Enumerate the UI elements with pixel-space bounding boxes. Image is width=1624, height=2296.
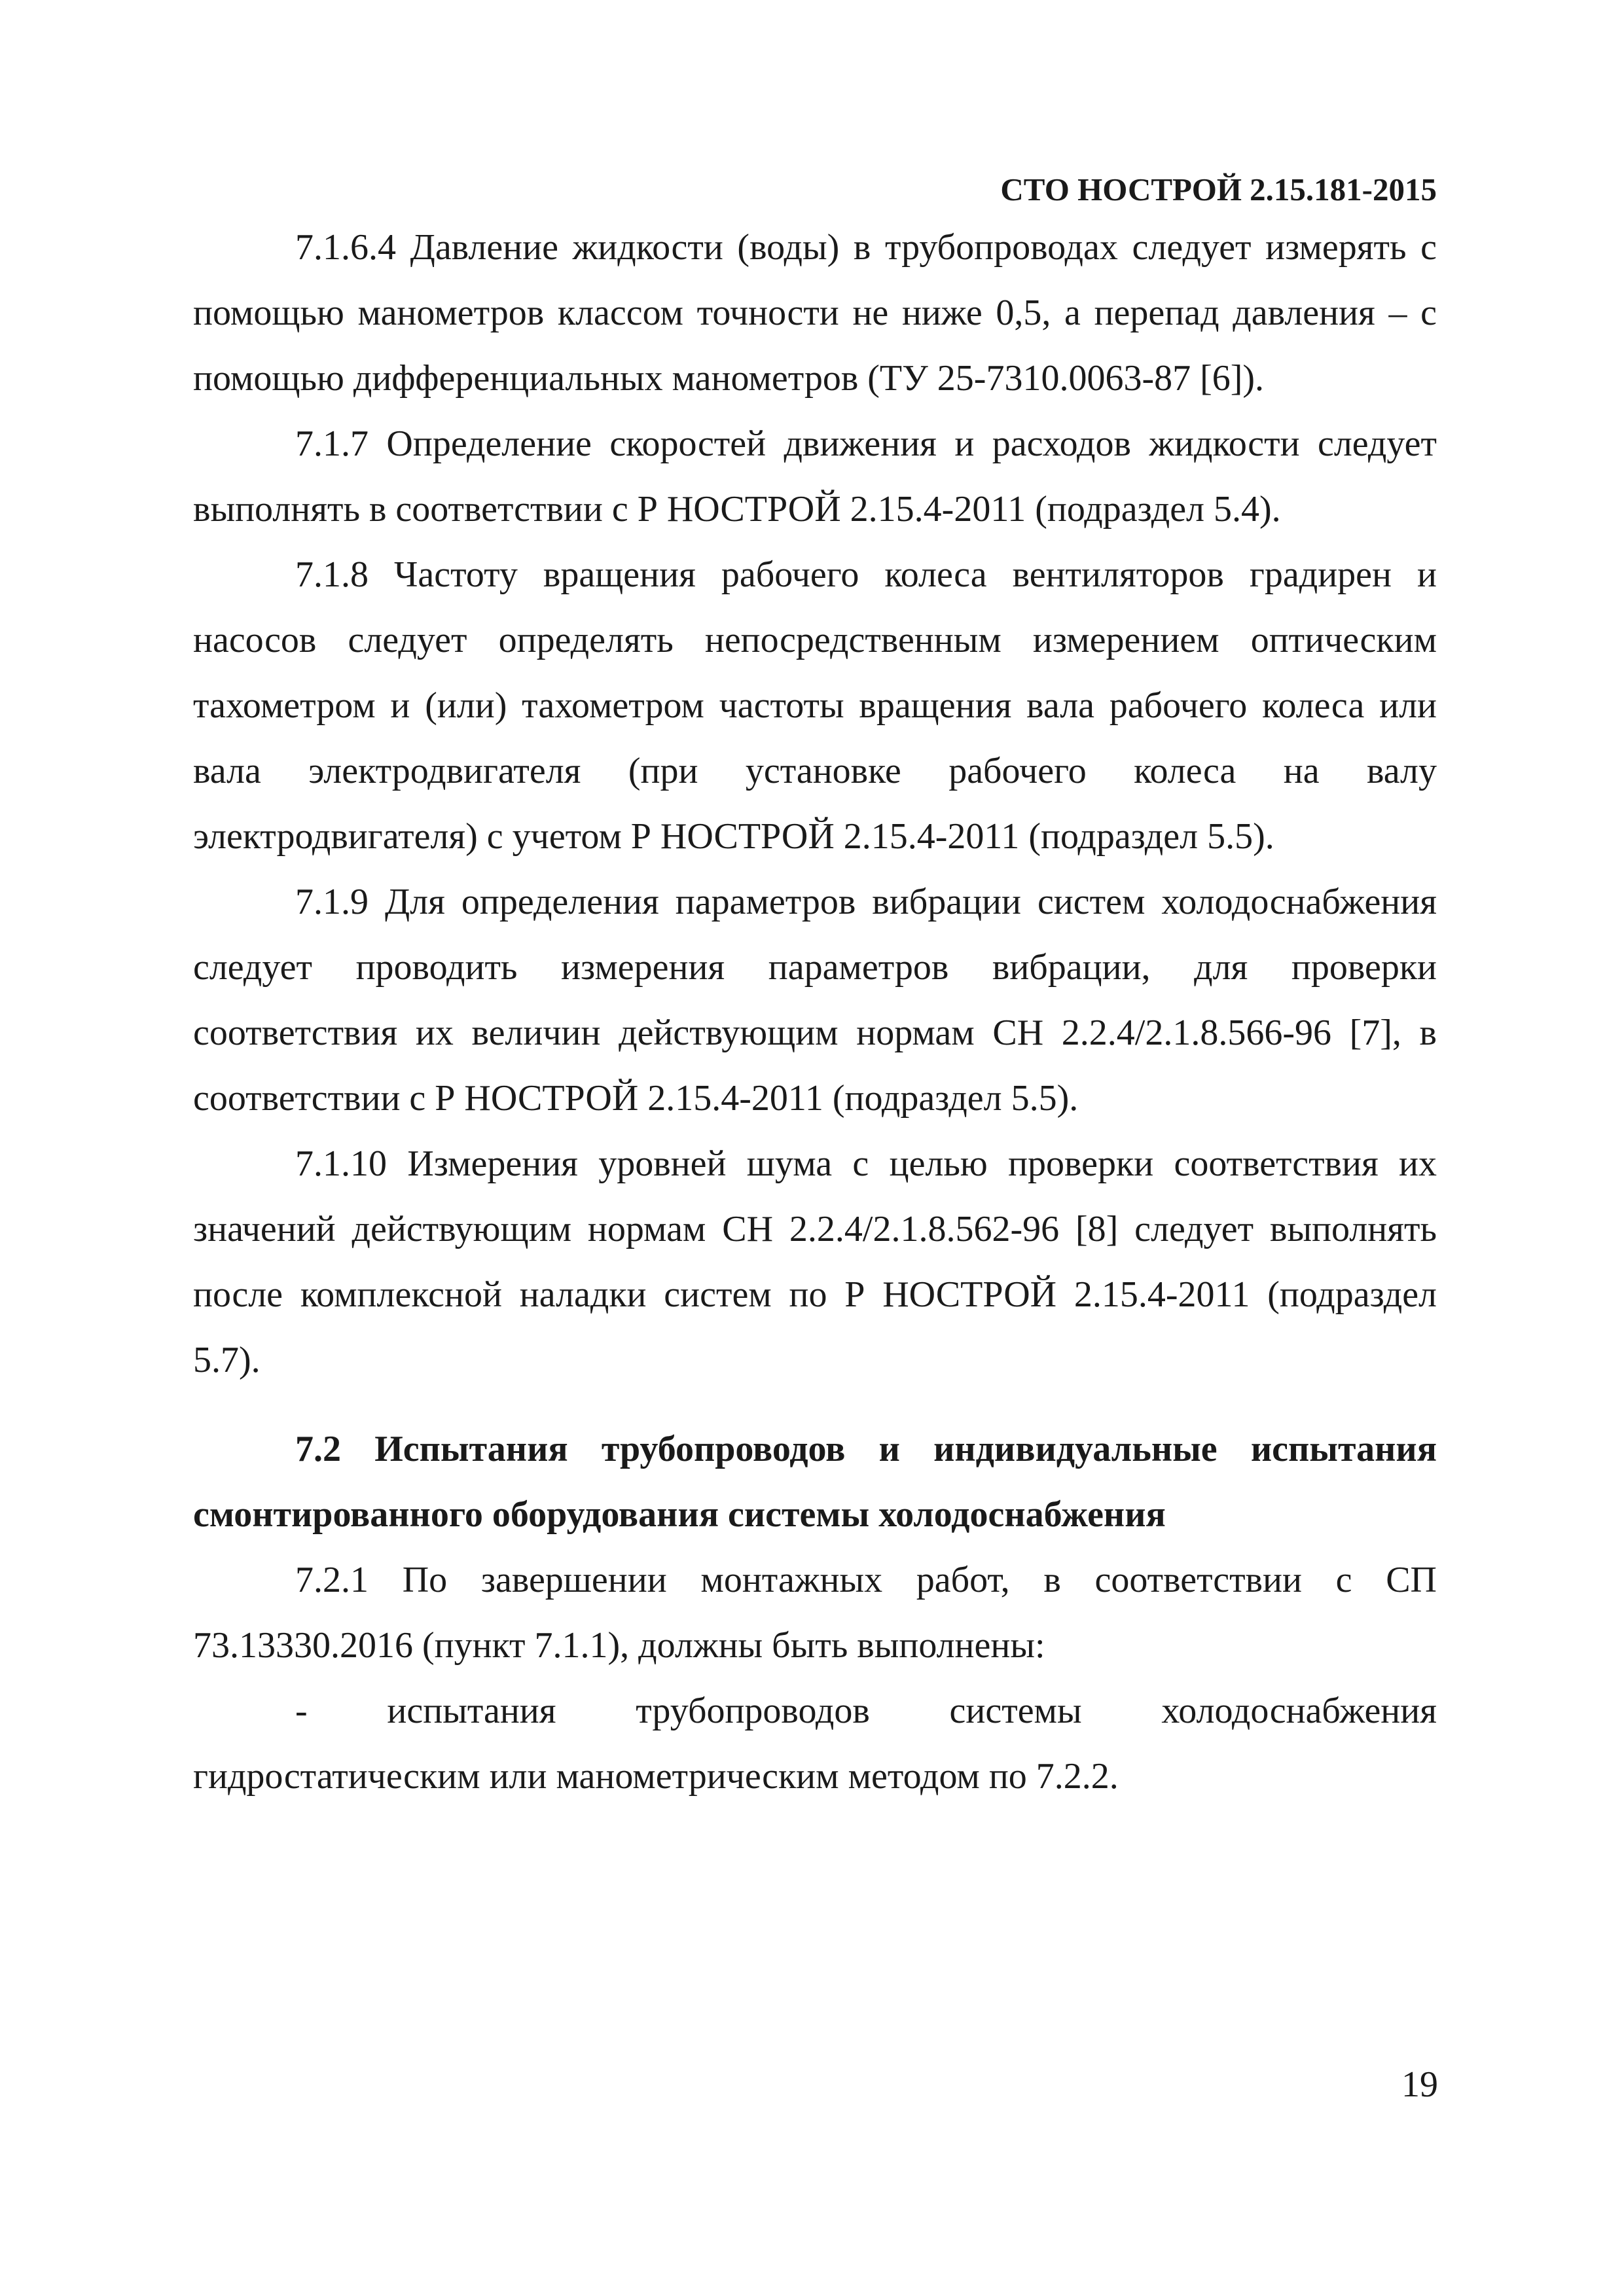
document-code-header: СТО НОСТРОЙ 2.15.181-2015 — [1000, 171, 1437, 207]
paragraph-7-1-10: 7.1.10 Измерения уровней шума с целью проверки соответствия их значений действующим нормам СН 2.2.4/2.1.8.562-96 [8] следует выполнять после комплексной наладки систем по Р НОСТРОЙ 2.15.4-2011 (подраздел 5.7). — [193, 1143, 1437, 1380]
paragraph-7-1-8: 7.1.8 Частоту вращения рабочего колеса вентиляторов градирен и насосов следует определять непосредственным измерением оптическим тахометром и (или) тахометром частоты вращения вала рабочего колеса или вала электродвигателя (при установке рабочего колеса на валу электродвигателя) с учетом Р НОСТРОЙ 2.15.4-2011 (подраздел 5.5). — [193, 554, 1437, 857]
paragraph-7-1-9: 7.1.9 Для определения параметров вибрации систем холодоснабжения следует проводить измерения параметров вибрации, для проверки соответствия их величин действующим нормам СН 2.2.4/2.1.8.566-96 [7], в соответствии с Р НОСТРОЙ 2.15.4-2011 (подраздел 5.5). — [193, 882, 1437, 1119]
page-number: 19 — [1401, 2064, 1438, 2105]
paragraph-7-1-7: 7.1.7 Определение скоростей движения и расходов жидкости следует выполнять в соответствии с Р НОСТРОЙ 2.15.4-2011 (подраздел 5.4). — [193, 423, 1437, 529]
section-heading-7-2: 7.2 Испытания трубопроводов и индивидуальные испытания смонтированного оборудования системы холодоснабжения — [193, 1429, 1437, 1535]
paragraph-7-2-1: 7.2.1 По завершении монтажных работ, в соответствии с СП 73.13330.2016 (пункт 7.1.1), должны быть выполнены: — [193, 1560, 1437, 1666]
document-page — [193, 170, 1437, 1809]
paragraph-7-1-6-4: 7.1.6.4 Давление жидкости (воды) в трубопроводах следует измерять с помощью манометров классом точности не ниже 0,5, а перепад давления – с помощью дифференциальных манометров (ТУ 25-7310.0063-87 [6]). — [193, 227, 1437, 399]
list-item-hydrostatic-tests: - испытания трубопроводов системы холодоснабжения гидростатическим или манометрическим методом по 7.2.2. — [193, 1691, 1437, 1797]
